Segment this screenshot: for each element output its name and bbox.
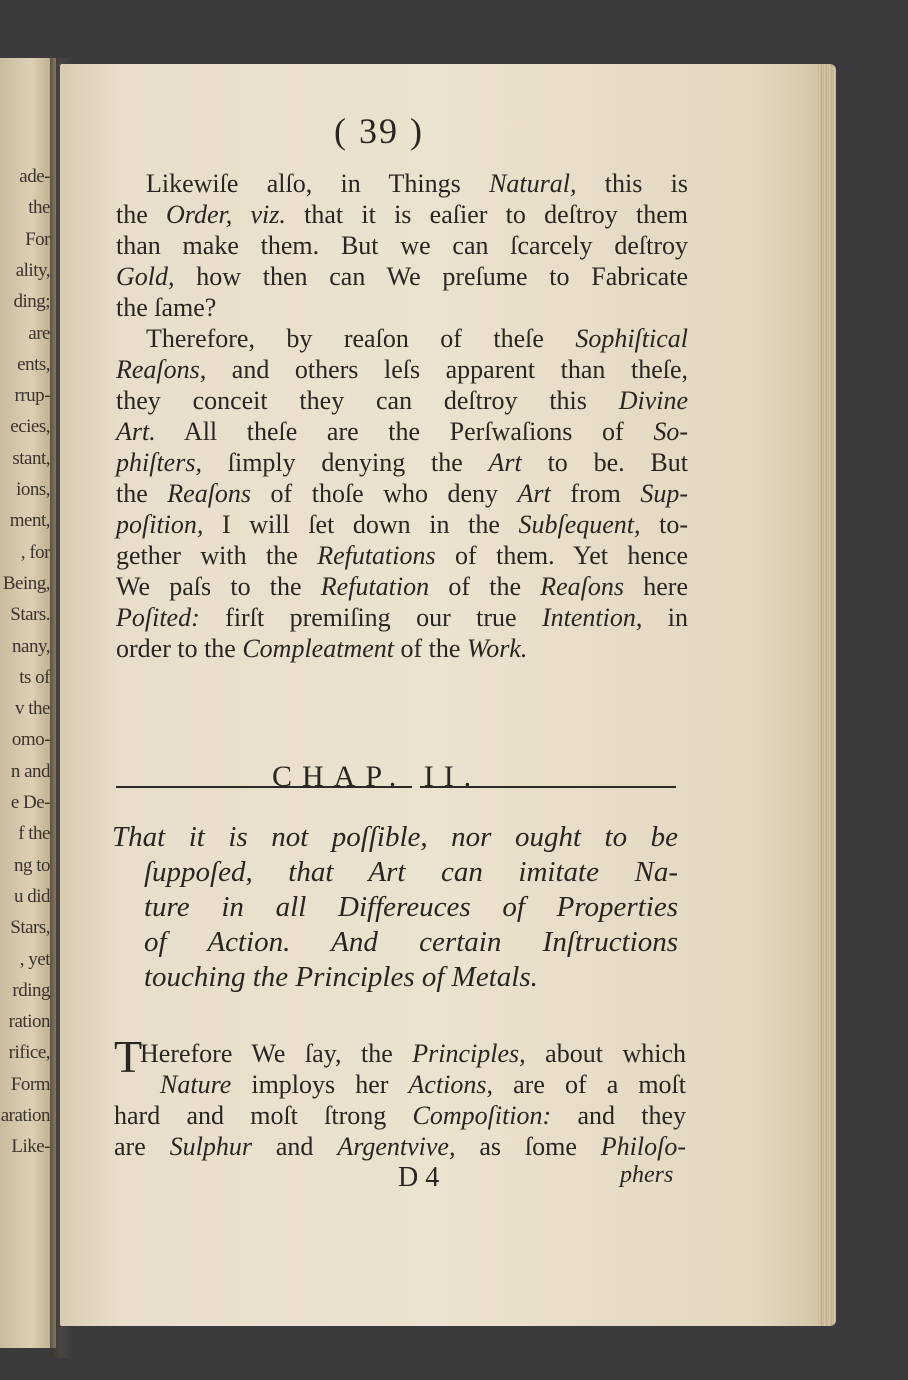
left-page-fragment: f the bbox=[18, 823, 50, 845]
italic-run: Order, viz. bbox=[166, 200, 286, 229]
italic-run: Reaſons, bbox=[116, 355, 207, 384]
text-line bbox=[116, 447, 688, 478]
left-page-margin bbox=[0, 58, 56, 1348]
left-page-fragment: , yet bbox=[19, 948, 50, 970]
left-page-fragment: n and bbox=[10, 760, 50, 782]
roman-run: order to the bbox=[116, 634, 243, 663]
roman-run: in bbox=[642, 603, 688, 632]
page-number-header: ( 39 ) bbox=[334, 111, 424, 151]
italic-run: Sulphur bbox=[169, 1132, 252, 1161]
left-page-fragment: Form bbox=[10, 1073, 50, 1095]
roman-run: hard and moſt ſtrong bbox=[114, 1101, 413, 1130]
roman-run: Herefore We ſay, the bbox=[140, 1039, 413, 1068]
text-line bbox=[116, 199, 688, 230]
drop-cap: T bbox=[114, 1031, 143, 1082]
roman-run: and others leſs apparent than theſe, bbox=[206, 355, 688, 384]
italic-run: phiſters, bbox=[116, 448, 202, 477]
text-line bbox=[116, 540, 688, 571]
italic-run: So- bbox=[653, 417, 688, 446]
left-page-fragment: rrup- bbox=[14, 385, 50, 407]
italic-run: Reaſons bbox=[167, 479, 252, 508]
italic-run: Sup- bbox=[640, 479, 689, 508]
roman-run: and bbox=[251, 1132, 338, 1161]
roman-run: to be. But bbox=[521, 448, 688, 477]
italic-run: poſition, bbox=[116, 510, 204, 539]
roman-run: ſimply denying the bbox=[201, 448, 489, 477]
text-line bbox=[114, 1100, 686, 1131]
left-page-fragment: Like- bbox=[11, 1136, 50, 1158]
roman-run: that it is eaſier to deſtroy them bbox=[285, 200, 689, 229]
italic-run: Natural, bbox=[489, 169, 577, 198]
text-line bbox=[116, 509, 688, 540]
italic-run: Philoſo- bbox=[600, 1132, 686, 1161]
italic-run: Divine bbox=[618, 386, 688, 415]
italic-run: Refutations bbox=[317, 541, 436, 570]
italic-run: Reaſons bbox=[540, 572, 625, 601]
chapter-title-line: That it is not poſſible, nor ought to be bbox=[112, 821, 678, 853]
italic-run: Poſited: bbox=[116, 603, 200, 632]
roman-run: about which bbox=[525, 1039, 686, 1068]
italic-run: Art bbox=[488, 448, 522, 477]
italic-run: Gold, bbox=[116, 262, 175, 291]
chapter-title-line: ſuppoſed, that Art can imitate Na- bbox=[144, 856, 678, 888]
left-page-fragment: ding; bbox=[13, 291, 50, 313]
text-line bbox=[116, 385, 688, 416]
left-page-fragment: stant, bbox=[12, 447, 50, 469]
italic-run: Nature bbox=[160, 1070, 232, 1099]
italic-run: Actions, bbox=[408, 1070, 494, 1099]
chapter-title-line: of Action. And certain Inſtructions bbox=[144, 926, 678, 958]
left-page-fragment: ality, bbox=[15, 259, 50, 281]
chapter-heading: CHAP. II. bbox=[272, 760, 482, 793]
text-line bbox=[116, 416, 688, 447]
roman-run: of the bbox=[394, 634, 467, 663]
roman-run: than make them. But we can ſcarcely deſtroy bbox=[116, 231, 688, 260]
italic-run: Compoſition: bbox=[412, 1101, 552, 1130]
roman-run: All theſe are the Perſwaſions of bbox=[155, 417, 654, 446]
text-line bbox=[140, 1038, 686, 1069]
roman-run: imploys her bbox=[231, 1070, 409, 1099]
left-page-fragment: u did bbox=[13, 885, 50, 907]
left-page-fragment: ade- bbox=[19, 166, 50, 187]
chapter-title-line: touching the Principles of Metals. bbox=[144, 961, 538, 993]
roman-run: the ſame? bbox=[116, 293, 217, 322]
roman-run: of the bbox=[429, 572, 541, 601]
italic-run: Argentvive, bbox=[337, 1132, 456, 1161]
text-line bbox=[116, 602, 688, 633]
left-page-fragment: , for bbox=[20, 541, 50, 563]
left-page-fragment: e De- bbox=[10, 792, 50, 813]
roman-run: here bbox=[624, 572, 688, 601]
text-line bbox=[160, 1069, 686, 1100]
left-page-fragment: v the bbox=[15, 698, 50, 720]
text-line bbox=[146, 168, 688, 199]
text-line bbox=[116, 354, 688, 385]
roman-run: how then can We preſume to Fabricate bbox=[174, 262, 688, 291]
book-page bbox=[60, 64, 818, 1326]
roman-run: of them. Yet hence bbox=[435, 541, 688, 570]
left-page-fragment: Stars. bbox=[10, 604, 50, 626]
italic-run: Sophiſtical bbox=[575, 324, 688, 353]
text-line bbox=[116, 230, 688, 261]
left-page-fragment: ment, bbox=[9, 510, 50, 532]
left-page-fragment: For bbox=[25, 228, 50, 250]
text-line bbox=[146, 323, 688, 354]
text-line bbox=[116, 292, 688, 323]
italic-run: Intention, bbox=[541, 603, 643, 632]
roman-run: are bbox=[114, 1132, 170, 1161]
roman-run: the bbox=[116, 479, 168, 508]
roman-run: are of a moſt bbox=[493, 1070, 686, 1099]
roman-run: this is bbox=[576, 169, 688, 198]
left-page-fragment: ration bbox=[8, 1011, 50, 1033]
roman-run: I will ſet down in the bbox=[203, 510, 519, 539]
italic-run: Refutation bbox=[320, 572, 430, 601]
italic-run: Art. bbox=[116, 417, 156, 446]
left-page-fragment: rifice, bbox=[8, 1042, 50, 1064]
left-page-fragment: nany, bbox=[12, 635, 50, 657]
left-page-fragment: are bbox=[28, 322, 50, 344]
catchword: phers bbox=[620, 1162, 674, 1188]
roman-run: they conceit they can deſtroy this bbox=[116, 386, 619, 415]
roman-run: and they bbox=[551, 1101, 686, 1130]
roman-run: Likewiſe alſo, in Things bbox=[146, 169, 490, 198]
left-page-fragment: the bbox=[28, 197, 50, 219]
italic-run: Compleatment bbox=[242, 634, 394, 663]
roman-run: We paſs to the bbox=[116, 572, 321, 601]
roman-run: to- bbox=[640, 510, 688, 539]
text-line bbox=[116, 478, 688, 509]
italic-run: Principles, bbox=[412, 1039, 526, 1068]
signature-mark: D 4 bbox=[398, 1162, 440, 1193]
roman-run: gether with the bbox=[116, 541, 318, 570]
left-page-fragment: ts of bbox=[19, 666, 50, 688]
left-page-fragment: ions, bbox=[16, 479, 50, 500]
chapter-title-line: ture in all Differeuces of Properties bbox=[144, 891, 678, 923]
roman-run: of thoſe who deny bbox=[251, 479, 518, 508]
italic-run: Subſequent, bbox=[518, 510, 641, 539]
left-page-fragment: Stars, bbox=[10, 917, 50, 939]
text-line bbox=[114, 1131, 686, 1162]
left-page-fragment: ents, bbox=[17, 353, 50, 375]
left-page-fragment: rding bbox=[12, 979, 50, 1001]
text-line bbox=[116, 633, 688, 664]
left-page-fragment: ecies, bbox=[10, 416, 50, 438]
roman-run: firſt premiſing our true bbox=[199, 603, 542, 632]
text-line bbox=[116, 571, 688, 602]
left-page-fragment: Being, bbox=[2, 572, 50, 594]
italic-run: Art bbox=[517, 479, 551, 508]
left-page-fragment: aration bbox=[0, 1105, 50, 1126]
left-page-fragment: omo- bbox=[11, 729, 50, 751]
italic-run: Work. bbox=[466, 634, 528, 663]
roman-run: the bbox=[116, 200, 167, 229]
roman-run: as ſome bbox=[455, 1132, 601, 1161]
roman-run: Therefore, by reaſon of theſe bbox=[146, 324, 576, 353]
roman-run: from bbox=[550, 479, 641, 508]
text-line bbox=[116, 261, 688, 292]
left-page-fragment: ng to bbox=[13, 854, 50, 876]
